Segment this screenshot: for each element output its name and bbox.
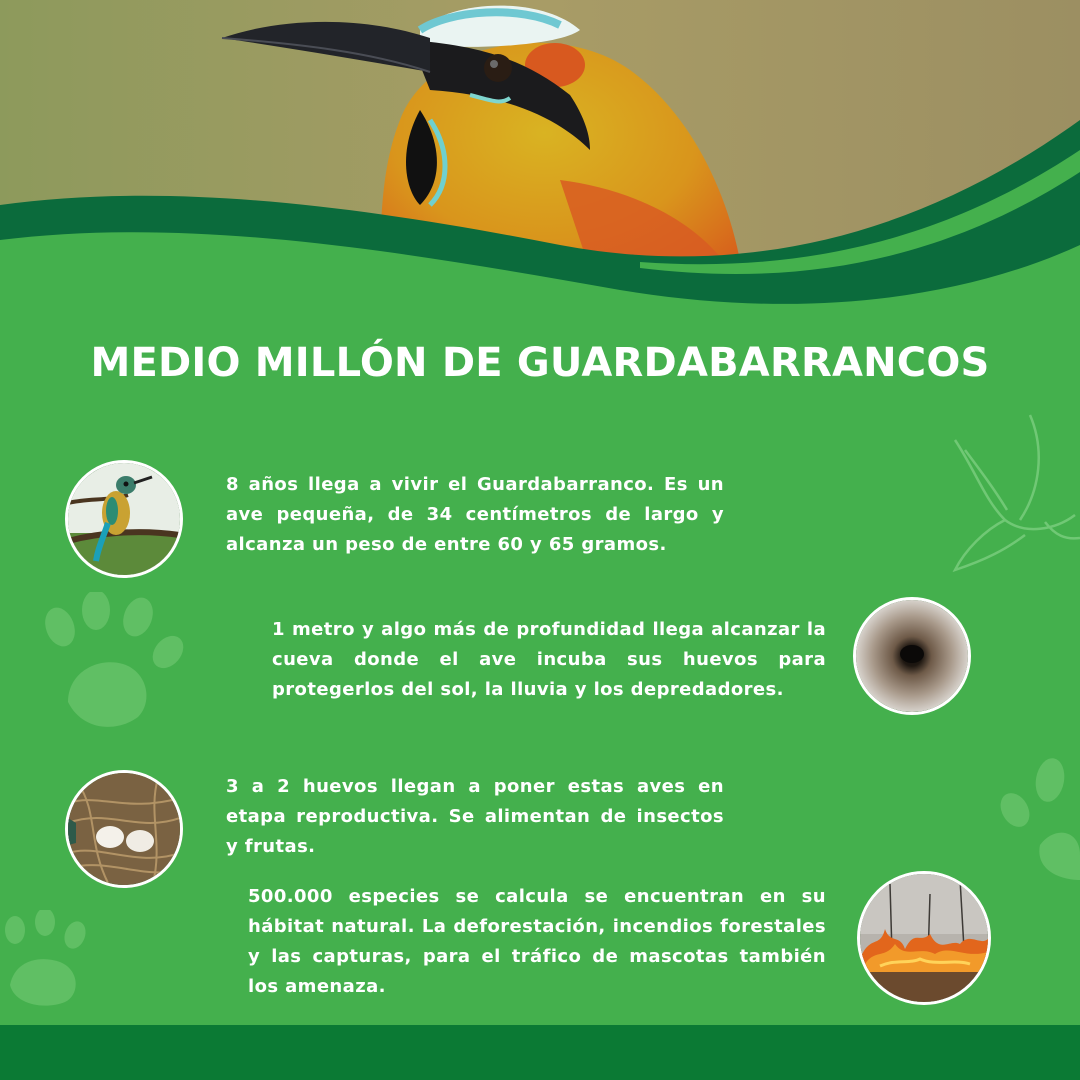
motmot-perched-photo: [65, 460, 183, 578]
footer-bar: [0, 1025, 1080, 1080]
burrow-tunnel-photo: [853, 597, 971, 715]
fact-3-text: 3 a 2 huevos llegan a poner estas aves en etapa reproductiva. Se alimentan de insectos y frutas.: [226, 776, 724, 857]
hero-bird-photo: [0, 0, 1080, 330]
dove-outline-icon: [945, 410, 1080, 580]
paw-print-icon: [38, 592, 188, 737]
paw-print-icon: [0, 910, 100, 1010]
fact-1-text: 8 años llega a vivir el Guardabarranco. Es un ave pequeña, de 34 centímetros de largo y alcanza un peso de entre 60 y 65 gramos.: [226, 474, 724, 555]
fact-2-text: 1 metro y algo más de profundidad llega alcanzar la cueva donde el ave incuba sus huevos para protegerlos del sol, la lluvia y los depredadores.: [272, 619, 826, 700]
paw-print-icon: [1000, 755, 1080, 885]
nest-eggs-photo: [65, 770, 183, 888]
forest-fire-photo: [857, 871, 991, 1005]
fact-4-text: 500.000 especies se calcula se encuentran en su hábitat natural. La deforestación, incendios forestales y las capturas, para el tráfico de mascotas también los amenaza.: [248, 886, 826, 997]
page-title: MEDIO MILLÓN DE GUARDABARRANCOS: [90, 340, 990, 386]
